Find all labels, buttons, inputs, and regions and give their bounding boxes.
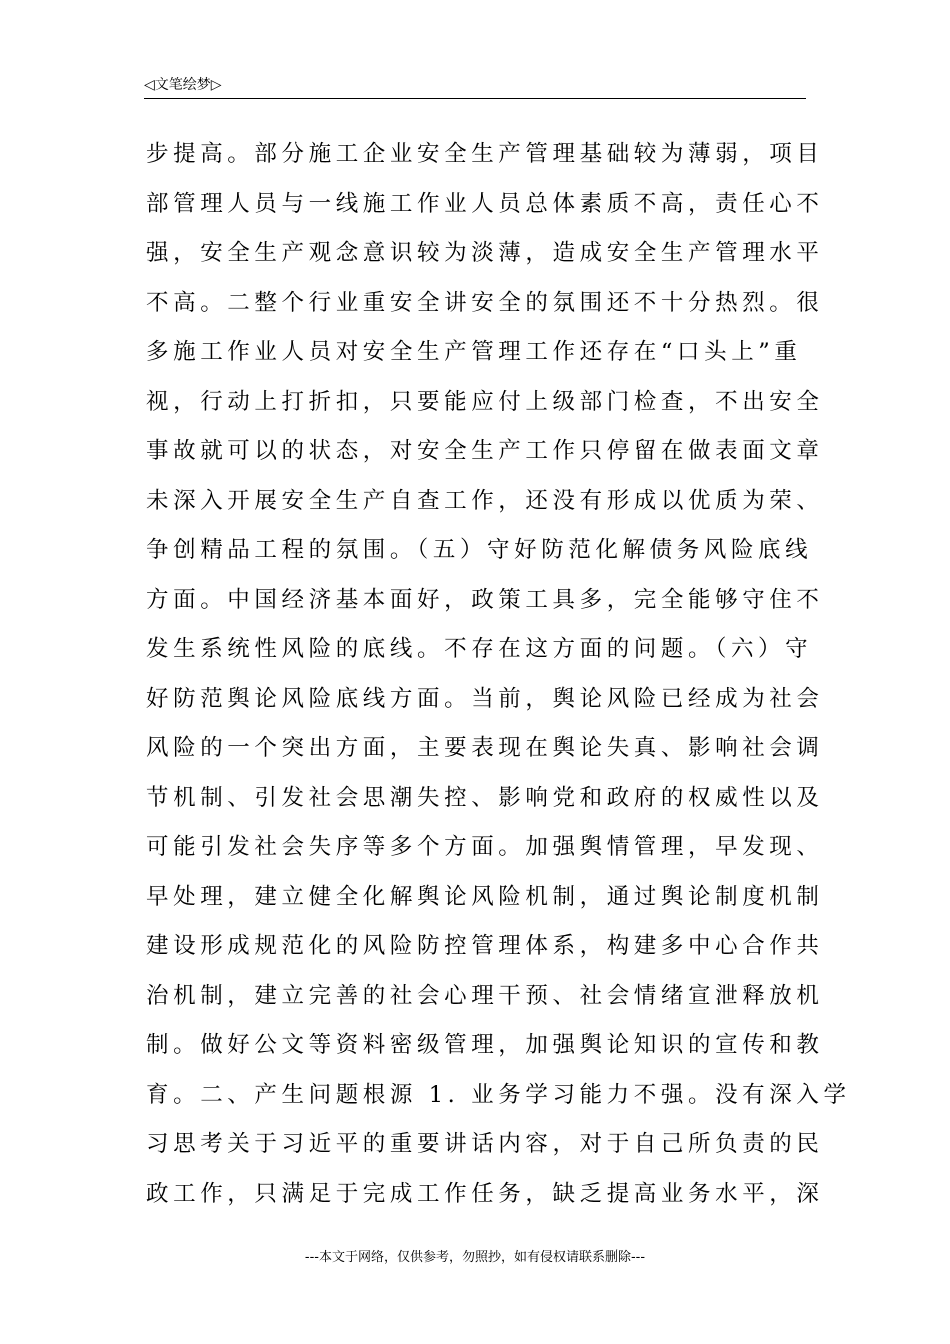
text-line: 治机制，建立完善的社会心理干预、社会情绪宣泄释放机 <box>146 982 824 1009</box>
header-brand: ◁文笔绘梦▷ <box>144 77 222 93</box>
text-line: 建设形成规范化的风险防控管理体系，构建多中心合作共 <box>146 933 824 959</box>
text-line: 政工作，只满足于完成工作任务，缺乏提高业务水平，深 <box>146 1180 824 1207</box>
text-line: 节机制、引发社会思潮失控、影响党和政府的权威性以及 <box>146 784 824 811</box>
page-header <box>144 76 806 99</box>
text-line: 育。二、产生问题根源 1. 业务学习能力不强。没有深入学 <box>146 1081 851 1108</box>
text-line: 多施工作业人员对安全生产管理工作还存在“口头上”重 <box>146 339 802 365</box>
text-line: 视，行动上打折扣，只要能应付上级部门检查，不出安全 <box>146 388 824 415</box>
text-line: 习思考关于习近平的重要讲话内容，对于自己所负责的民 <box>146 1131 824 1157</box>
text-line: 可能引发社会失序等多个方面。加强舆情管理，早发现、 <box>146 834 824 860</box>
text-line: 不高。二整个行业重安全讲安全的氛围还不十分热烈。很 <box>146 289 824 316</box>
text-line: 步提高。部分施工企业安全生产管理基础较为薄弱，项目 <box>146 141 824 167</box>
text-line: 风险的一个突出方面，主要表现在舆论失真、影响社会调 <box>146 735 824 761</box>
text-line: 部管理人员与一线施工作业人员总体素质不高，责任心不 <box>146 190 824 217</box>
text-line: 好防范舆论风险底线方面。当前，舆论风险已经成为社会 <box>146 685 824 712</box>
text-line: 发生系统性风险的底线。不存在这方面的问题。（六）守 <box>146 636 813 662</box>
text-line: 争创精品工程的氛围。（五）守好防范化解债务风险底线 <box>146 537 813 563</box>
text-line: 事故就可以的状态，对安全生产工作只停留在做表面文章 <box>146 438 824 464</box>
text-line: 早处理，建立健全化解舆论风险机制，通过舆论制度机制 <box>146 883 824 910</box>
text-line: 方面。中国经济基本面好，政策工具多，完全能够守住不 <box>146 586 824 613</box>
body-text <box>146 130 851 1219</box>
footer-notice: ---本文于网络，仅供参考，勿照抄，如有侵权请联系删除--- <box>304 1250 646 1265</box>
text-line: 强，安全生产观念意识较为淡薄，造成安全生产管理水平 <box>146 240 824 266</box>
text-line: 制。做好公文等资料密级管理，加强舆论知识的宣传和教 <box>146 1032 824 1058</box>
text-line: 未深入开展安全生产自查工作，还没有形成以优质为荣、 <box>146 487 824 514</box>
